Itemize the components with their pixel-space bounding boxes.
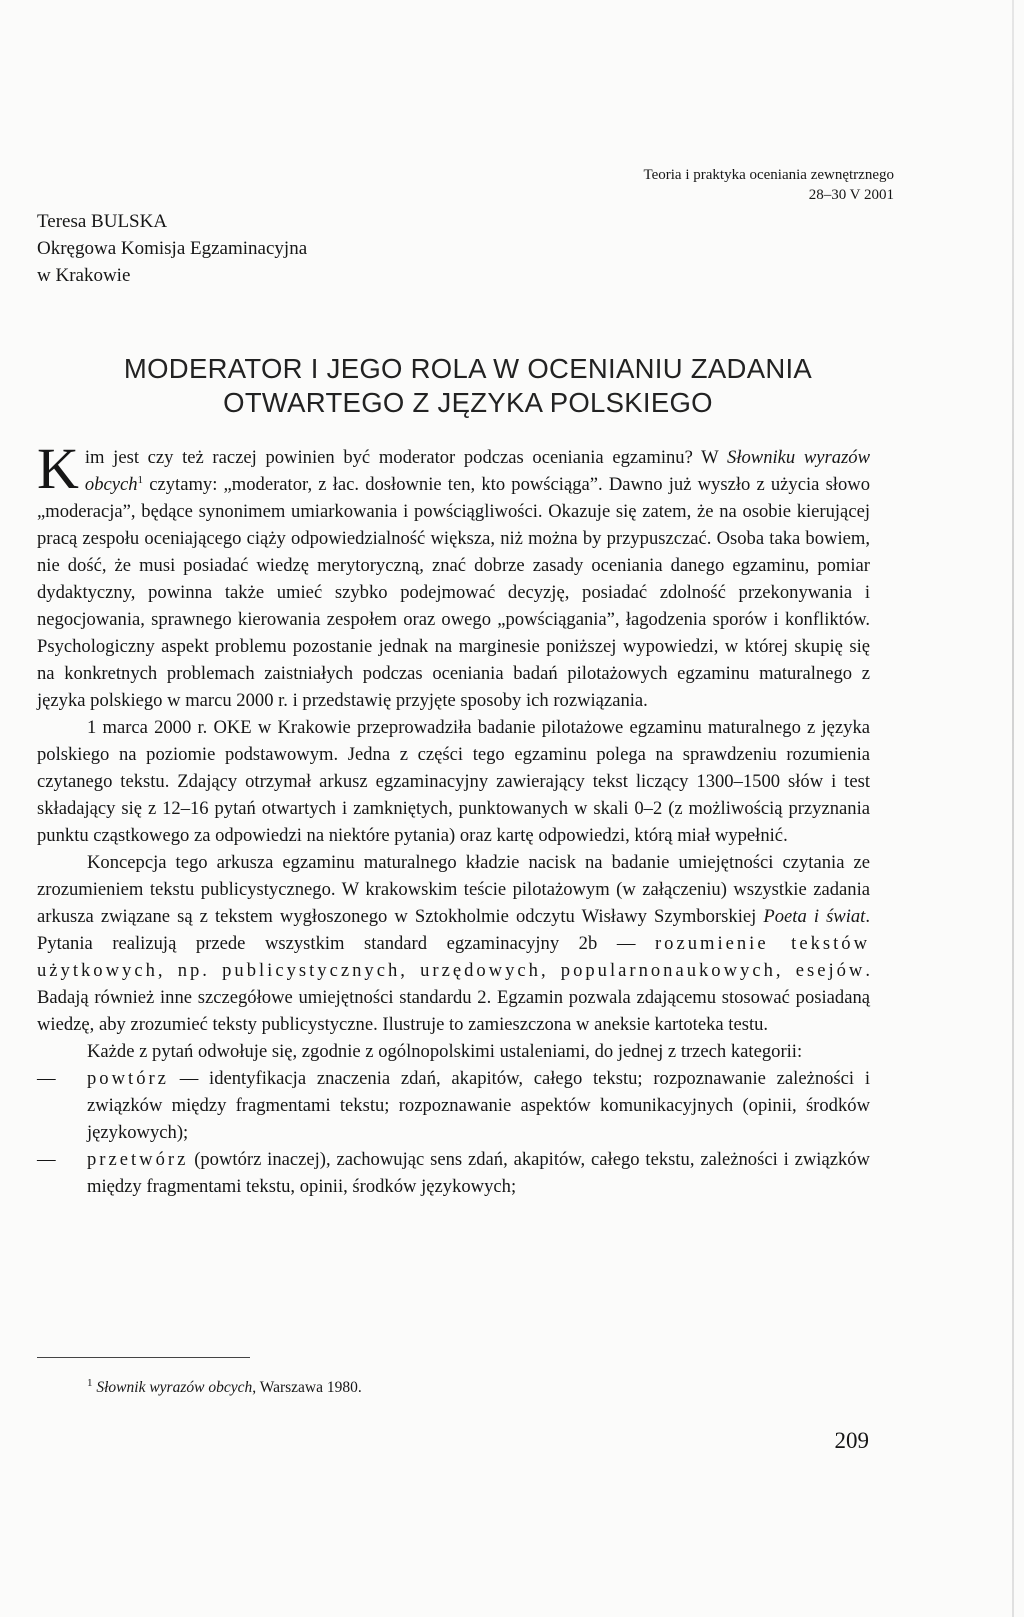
list-item xyxy=(37,1065,870,1146)
paragraph-3 xyxy=(37,849,870,1038)
conference-title: Teoria i praktyka oceniania zewnętrznego xyxy=(643,167,894,183)
title-line-1: MODERATOR I JEGO ROLA W OCENIANIU ZADANIA xyxy=(123,353,813,384)
p1-dictionary-title: Słowniku wyrazów obcych xyxy=(84,447,870,495)
conference-date: 28–30 V 2001 xyxy=(808,187,894,203)
list-term: powtórz xyxy=(87,1068,169,1089)
p3-work-title: Poeta i świat xyxy=(763,906,866,927)
list-dash: — xyxy=(37,1068,56,1089)
footnote-rest: , Warszawa 1980. xyxy=(252,1379,362,1396)
drop-cap: K xyxy=(37,436,79,501)
list-dash: — xyxy=(37,1149,56,1170)
title-line-2: OTWARTEGO Z JĘZYKA POLSKIEGO xyxy=(223,387,713,418)
footnote-number: 1 xyxy=(87,1376,93,1389)
footnote-ref: 1 xyxy=(137,473,144,486)
paragraph-4: Każde z pytań odwołuje się, zgodnie z ogólnopolskimi ustaleniami, do jednej z trzech kategorii: xyxy=(87,1041,803,1062)
list-text xyxy=(87,1146,870,1200)
article-body xyxy=(37,436,870,1200)
list-item xyxy=(37,1146,870,1200)
p3-spaced-standard: rozumienie tekstów użytkowych, np. publicystycznych, urzędowych, popularnonaukowych, esejów xyxy=(37,933,870,981)
paragraph-1 xyxy=(37,436,870,714)
p3-text-a: Koncepcja tego arkusza egzaminu maturalnego kładzie nacisk na badanie umiejętności czytania ze zrozumieniem tekstu publicystycznego. W krakowskim teście pilotażowym (w załączeniu) wszystkie zadania arkusza związane są z tekstem wygłoszonego w Sztokholmie odczytu Wisławy Szymborskiej xyxy=(37,852,870,927)
p3-text-e: . Badają również inne szczegółowe umiejętności standardu 2. Egzamin pozwala zdającemu stosować posiadaną wiedzę, aby zrozumieć teksty publicystyczne. Ilustruje to zamieszczona w aneksie kartoteka testu. xyxy=(37,960,870,1035)
paragraph-2: 1 marca 2000 r. OKE w Krakowie przeprowadziła badanie pilotażowe egzaminu maturalnego z języka polskiego na poziomie podstawowym. Jedna z części tego egzaminu polega na sprawdzeniu rozumienia czytanego tekstu. Zdający otrzymał arkusz egzaminacyjny zawierający tekst liczący 1300–1500 słów i test składający się z 12–16 pytań otwartych i zamkniętych, punktowanych w skali 0–2 (z możliwością przyznania punktu cząstkowego za odpowiedzi na niektóre pytania) oraz kartę odpowiedzi, którą miał wypełnić. xyxy=(37,717,870,846)
conference-header xyxy=(644,165,895,205)
author-block xyxy=(37,208,307,289)
list-description: (powtórz inaczej), zachowując sens zdań, akapitów, całego tekstu, zależności i związków między fragmentami tekstu, opinii, środków językowych; xyxy=(87,1149,870,1197)
footnote xyxy=(87,1378,362,1398)
author-city: w Krakowie xyxy=(37,265,131,286)
list-term: przetwórz xyxy=(87,1149,189,1170)
page-edge-shadow xyxy=(1012,0,1014,1617)
page-number: 209 xyxy=(834,1428,869,1453)
author-institution: Okręgowa Komisja Egzaminacyjna xyxy=(37,238,308,259)
list-description: — identyfikacja znaczenia zdań, akapitów, całego tekstu; rozpoznawanie zależności i związków między fragmentami tekstu; rozpoznawanie aspektów komunikacyjnych (opinii, środków językowych); xyxy=(87,1068,870,1143)
p1-text-c: czytamy: „moderator, z łac. dosłownie ten, kto powściąga”. Dawno już wyszło z użycia słowo „moderacja”, będące synonimem umiarkowania i powściągliwości. Okazuje się zatem, że na osobie kierującej pracą zespołu oceniającego ciąży odpowiedzialność większa, niż można by przypuszczać. Osoba taka bowiem, nie dość, że musi posiadać wiedzę merytoryczną, znać dobrze zasady oceniania danego egzaminu, pomiar dydaktyczny, powinna także umieć szybko podejmować decyzję, posiadać zdolność przekonywania i negocjowania, sprawnego kierowania zespołem oraz owego „powściągania”, łagodzenia sporów i konfliktów. Psychologiczny aspekt problemu pozostanie jednak na marginesie poniższej wypowiedzi, w której skupię się na konkretnych problemach zaistniałych podczas oceniania badań pilotażowych egzaminu maturalnego z języka polskiego w marcu 2000 r. i przedstawię przyjęte sposoby ich rozwiązania. xyxy=(37,474,870,711)
footnote-title: Słownik wyrazów obcych xyxy=(96,1379,253,1396)
author-name: Teresa BULSKA xyxy=(37,211,168,232)
p1-text-a: im jest czy też raczej powinien być moderator podczas oceniania egzaminu? W xyxy=(84,447,728,468)
p3-text-c: . Pytania realizują przede wszystkim standard egzaminacyjny 2b — xyxy=(37,906,870,954)
article-title xyxy=(40,352,896,420)
list-text xyxy=(87,1065,870,1146)
footnote-divider xyxy=(37,1357,250,1358)
